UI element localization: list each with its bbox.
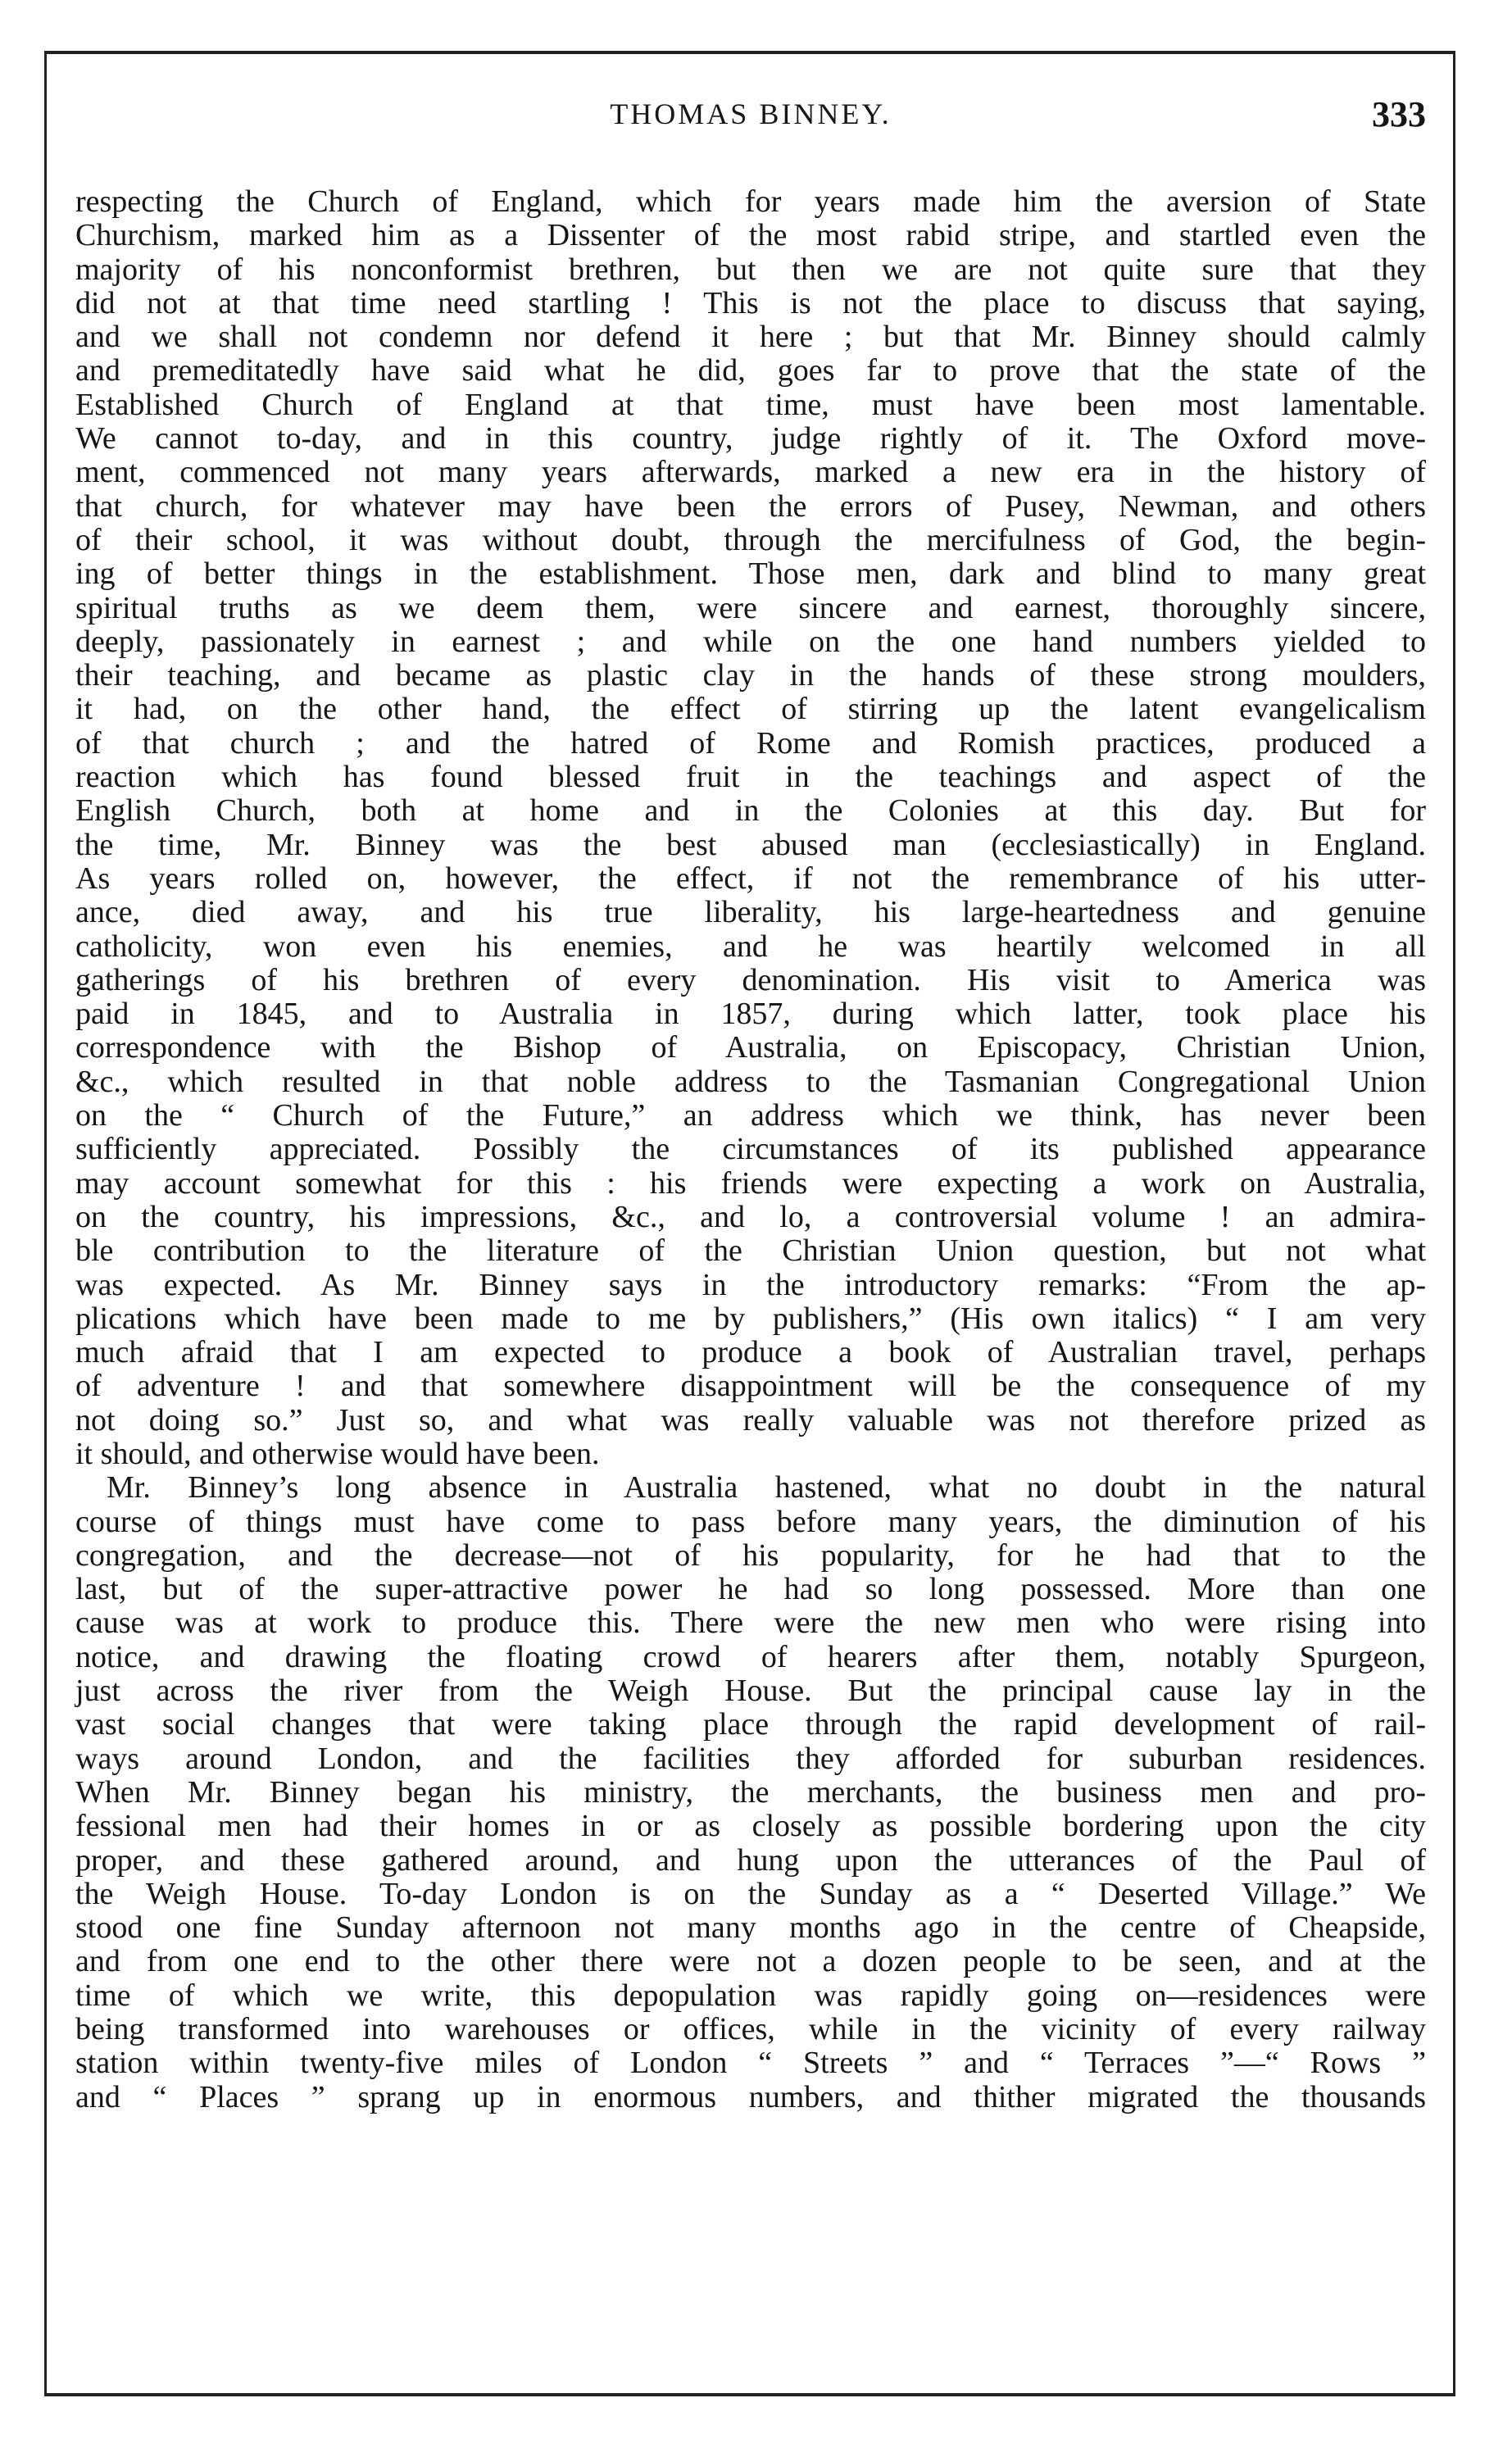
text-line: cause was at work to produce this. There were the new men who were rising into [75,1606,1426,1641]
running-head: THOMAS BINNEY. [610,98,892,130]
text-line: much afraid that I am expected to produce a book of Australian travel, perhaps [75,1335,1426,1370]
text-line: correspondence with the Bishop of Australia, on Episcopacy, Christian Union, [75,1030,1426,1065]
text-line: time of which we write, this depopulation was rapidly going on—residences were [75,1978,1426,2013]
text-line: the Weigh House. To-day London is on the Sunday as a “ Deserted Village.” We [75,1876,1426,1911]
text-line: catholicity, won even his enemies, and he was heartily welcomed in all [75,929,1426,964]
text-line: majority of his nonconformist brethren, but then we are not quite sure that they [75,252,1426,287]
text-line: ing of better things in the establishment. Those men, dark and blind to many great [75,556,1426,592]
text-line: gatherings of his brethren of every denomination. His visit to America was [75,962,1426,997]
text-line: fessional men had their homes in or as closely as possible bordering upon the city [75,1809,1426,1844]
page-header [75,94,1426,146]
text-line: Churchism, marked him as a Dissenter of the most rabid stripe, and startled even the [75,218,1426,253]
text-line: and we shall not condemn nor defend it here ; but that Mr. Binney should calmly [75,320,1426,355]
text-line: ble contribution to the literature of the Christian Union question, but not what [75,1233,1426,1269]
text-line: last, but of the super-attractive power he had so long possessed. More than one [75,1572,1426,1607]
text-line: Established Church of England at that time, must have been most lamentable. [75,387,1426,422]
text-line: it had, on the other hand, the effect of stirring up the latent evangelicalism [75,692,1426,727]
text-line: it should, and otherwise would have been. [75,1436,600,1471]
body-text [75,185,1426,2114]
text-line: English Church, both at home and in the Colonies at this day. But for [75,793,1426,829]
text-line: and from one end to the other there were not a dozen people to be seen, and at the [75,1944,1426,1979]
text-line: ance, died away, and his true liberality, his large-heartedness and genuine [75,895,1426,930]
text-line: respecting the Church of England, which for years made him the aversion of State [75,184,1426,219]
text-line: being transformed into warehouses or offices, while in the vicinity of every railway [75,2012,1426,2047]
text-line: deeply, passionately in earnest ; and while on the one hand numbers yielded to [75,624,1426,659]
text-line: that church, for whatever may have been the errors of Pusey, Newman, and others [75,488,1426,524]
text-line: on the “ Church of the Future,” an address which we think, has never been [75,1098,1426,1133]
text-line: course of things must have come to pass before many years, the diminution of his [75,1504,1426,1539]
text-line: Mr. Binney’s long absence in Australia hastened, what no doubt in the natural [107,1470,1426,1506]
text-line: stood one fine Sunday afternoon not many months ago in the centre of Cheapside, [75,1910,1426,1946]
text-line: paid in 1845, and to Australia in 1857, during which latter, took place his [75,997,1426,1032]
text-line: their teaching, and became as plastic clay in the hands of these strong moulders, [75,658,1426,693]
text-line: &c., which resulted in that noble address to the Tasmanian Congregational Union [75,1064,1426,1099]
text-line: and “ Places ” sprang up in enormous numbers, and thither migrated the thousands [75,2079,1426,2114]
text-line: We cannot to-day, and in this country, judge rightly of it. The Oxford move- [75,421,1426,456]
text-line: spiritual truths as we deem them, were sincere and earnest, thoroughly sincere, [75,590,1426,625]
text-line: did not at that time need startling ! This is not the place to discuss that saying, [75,285,1426,320]
text-line: of that church ; and the hatred of Rome and Romish practices, produced a [75,725,1426,761]
text-line: not doing so.” Just so, and what was really valuable was not therefore prized as [75,1402,1426,1437]
text-line: station within twenty-five miles of London “ Streets ” and “ Terraces ”—“ Rows ” [75,2046,1426,2081]
text-line: the time, Mr. Binney was the best abused man (ecclesiastically) in England. [75,827,1426,862]
text-line: and premeditatedly have said what he did, goes far to prove that the state of the [75,353,1426,388]
text-line: was expected. As Mr. Binney says in the introductory remarks: “From the ap- [75,1267,1426,1302]
text-line: just across the river from the Weigh House. But the principal cause lay in the [75,1674,1426,1709]
page-number: 333 [1372,94,1426,134]
text-line: plications which have been made to me by publishers,” (His own italics) “ I am very [75,1301,1426,1336]
text-line: proper, and these gathered around, and hung upon the utterances of the Paul of [75,1842,1426,1878]
text-line: ways around London, and the facilities they afforded for suburban residences. [75,1741,1426,1776]
text-line: reaction which has found blessed fruit in the teachings and aspect of the [75,760,1426,795]
text-line: As years rolled on, however, the effect, if not the remembrance of his utter- [75,861,1426,896]
text-line: vast social changes that were taking place through the rapid development of rail- [75,1707,1426,1742]
text-line: may account somewhat for this : his friends were expecting a work on Australia, [75,1165,1426,1201]
text-line: of their school, it was without doubt, through the mercifulness of God, the begin- [75,522,1426,557]
text-line: ment, commenced not many years afterwards, marked a new era in the history of [75,455,1426,490]
text-line: notice, and drawing the floating crowd of hearers after them, notably Spurgeon, [75,1639,1426,1674]
text-line: When Mr. Binney began his ministry, the merchants, the business men and pro- [75,1774,1426,1810]
text-line: sufficiently appreciated. Possibly the circumstances of its published appearance [75,1132,1426,1167]
text-line: congregation, and the decrease—not of his popularity, for he had that to the [75,1537,1426,1573]
bottom-rule [44,2393,1455,2396]
text-line: of adventure ! and that somewhere disappointment will be the consequence of my [75,1369,1426,1404]
text-line: on the country, his impressions, &c., and lo, a controversial volume ! an admira- [75,1199,1426,1234]
